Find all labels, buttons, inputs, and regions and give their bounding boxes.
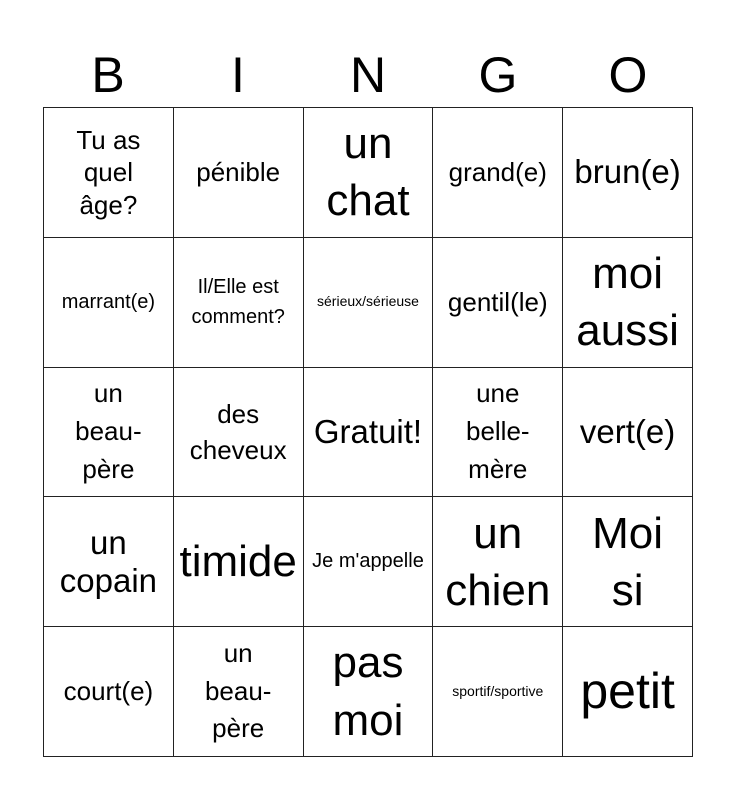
cell-text: sérieux/sérieuse <box>317 293 419 310</box>
cell-text: marrant(e) <box>61 290 156 313</box>
cell-text: vert(e) <box>579 413 676 451</box>
bingo-cell-r1-c2[interactable] <box>174 108 304 238</box>
bingo-cell-r5-c4[interactable] <box>433 627 563 757</box>
bingo-cell-r4-c1[interactable] <box>44 497 174 627</box>
cell-text: brun(e) <box>574 153 681 191</box>
bingo-cell-r2-c2[interactable] <box>174 238 304 368</box>
cell-text: un beau-père <box>75 378 142 484</box>
bingo-cell-r3-c2[interactable] <box>174 368 304 498</box>
cell-text: un chien <box>445 508 551 615</box>
header-letter-g: G <box>478 47 518 103</box>
bingo-header <box>43 44 693 106</box>
bingo-cell-r1-c1[interactable] <box>44 108 174 238</box>
bingo-cell-r1-c3[interactable] <box>304 108 434 238</box>
cell-text: une belle-mère <box>465 378 530 484</box>
bingo-cell-r5-c2[interactable] <box>174 627 304 757</box>
bingo-cell-r5-c3[interactable] <box>304 627 434 757</box>
bingo-cell-r3-c3[interactable] <box>304 368 434 498</box>
cell-text: petit <box>580 663 675 720</box>
bingo-cell-r2-c1[interactable] <box>44 238 174 368</box>
bingo-cell-r2-c4[interactable] <box>433 238 563 368</box>
cell-text: Gratuit! <box>313 413 423 451</box>
bingo-cell-r4-c5[interactable] <box>563 497 693 627</box>
bingo-cell-r2-c5[interactable] <box>563 238 693 368</box>
cell-text: des cheveux <box>189 398 287 465</box>
cell-text: timide <box>179 537 297 587</box>
cell-text: moi aussi <box>576 249 679 356</box>
bingo-cell-r1-c4[interactable] <box>433 108 563 238</box>
cell-text: sportif/sportive <box>452 682 544 699</box>
bingo-cell-r3-c5[interactable] <box>563 368 693 498</box>
bingo-cell-r5-c5[interactable] <box>563 627 693 757</box>
cell-text: Moi si <box>592 508 664 615</box>
header-letter-n: N <box>349 47 387 103</box>
bingo-board <box>43 107 693 757</box>
bingo-cell-r5-c1[interactable] <box>44 627 174 757</box>
cell-text: un copain <box>59 523 158 599</box>
cell-text: grand(e) <box>448 157 547 188</box>
cell-text: pas moi <box>332 638 404 745</box>
cell-text: Je m'appelle <box>312 550 424 573</box>
bingo-cell-r3-c4[interactable] <box>433 368 563 498</box>
cell-text: pénible <box>196 157 281 188</box>
cell-text: court(e) <box>63 676 154 707</box>
header-letter-i: I <box>231 47 245 103</box>
bingo-cell-r4-c2[interactable] <box>174 497 304 627</box>
cell-text: Il/Elle est comment? <box>191 276 285 329</box>
header-letter-o: O <box>608 47 648 103</box>
cell-text: gentil(le) <box>447 286 548 317</box>
cell-text: Tu as quel âge? <box>76 124 141 220</box>
header-letter-b: B <box>91 47 125 103</box>
cell-text: un beau-père <box>204 638 272 744</box>
bingo-cell-r3-c1[interactable] <box>44 368 174 498</box>
bingo-cell-r4-c3[interactable] <box>304 497 434 627</box>
bingo-cell-r4-c4[interactable] <box>433 497 563 627</box>
cell-text: un chat <box>326 119 410 226</box>
bingo-cell-r2-c3[interactable] <box>304 238 434 368</box>
bingo-cell-r1-c5[interactable] <box>563 108 693 238</box>
